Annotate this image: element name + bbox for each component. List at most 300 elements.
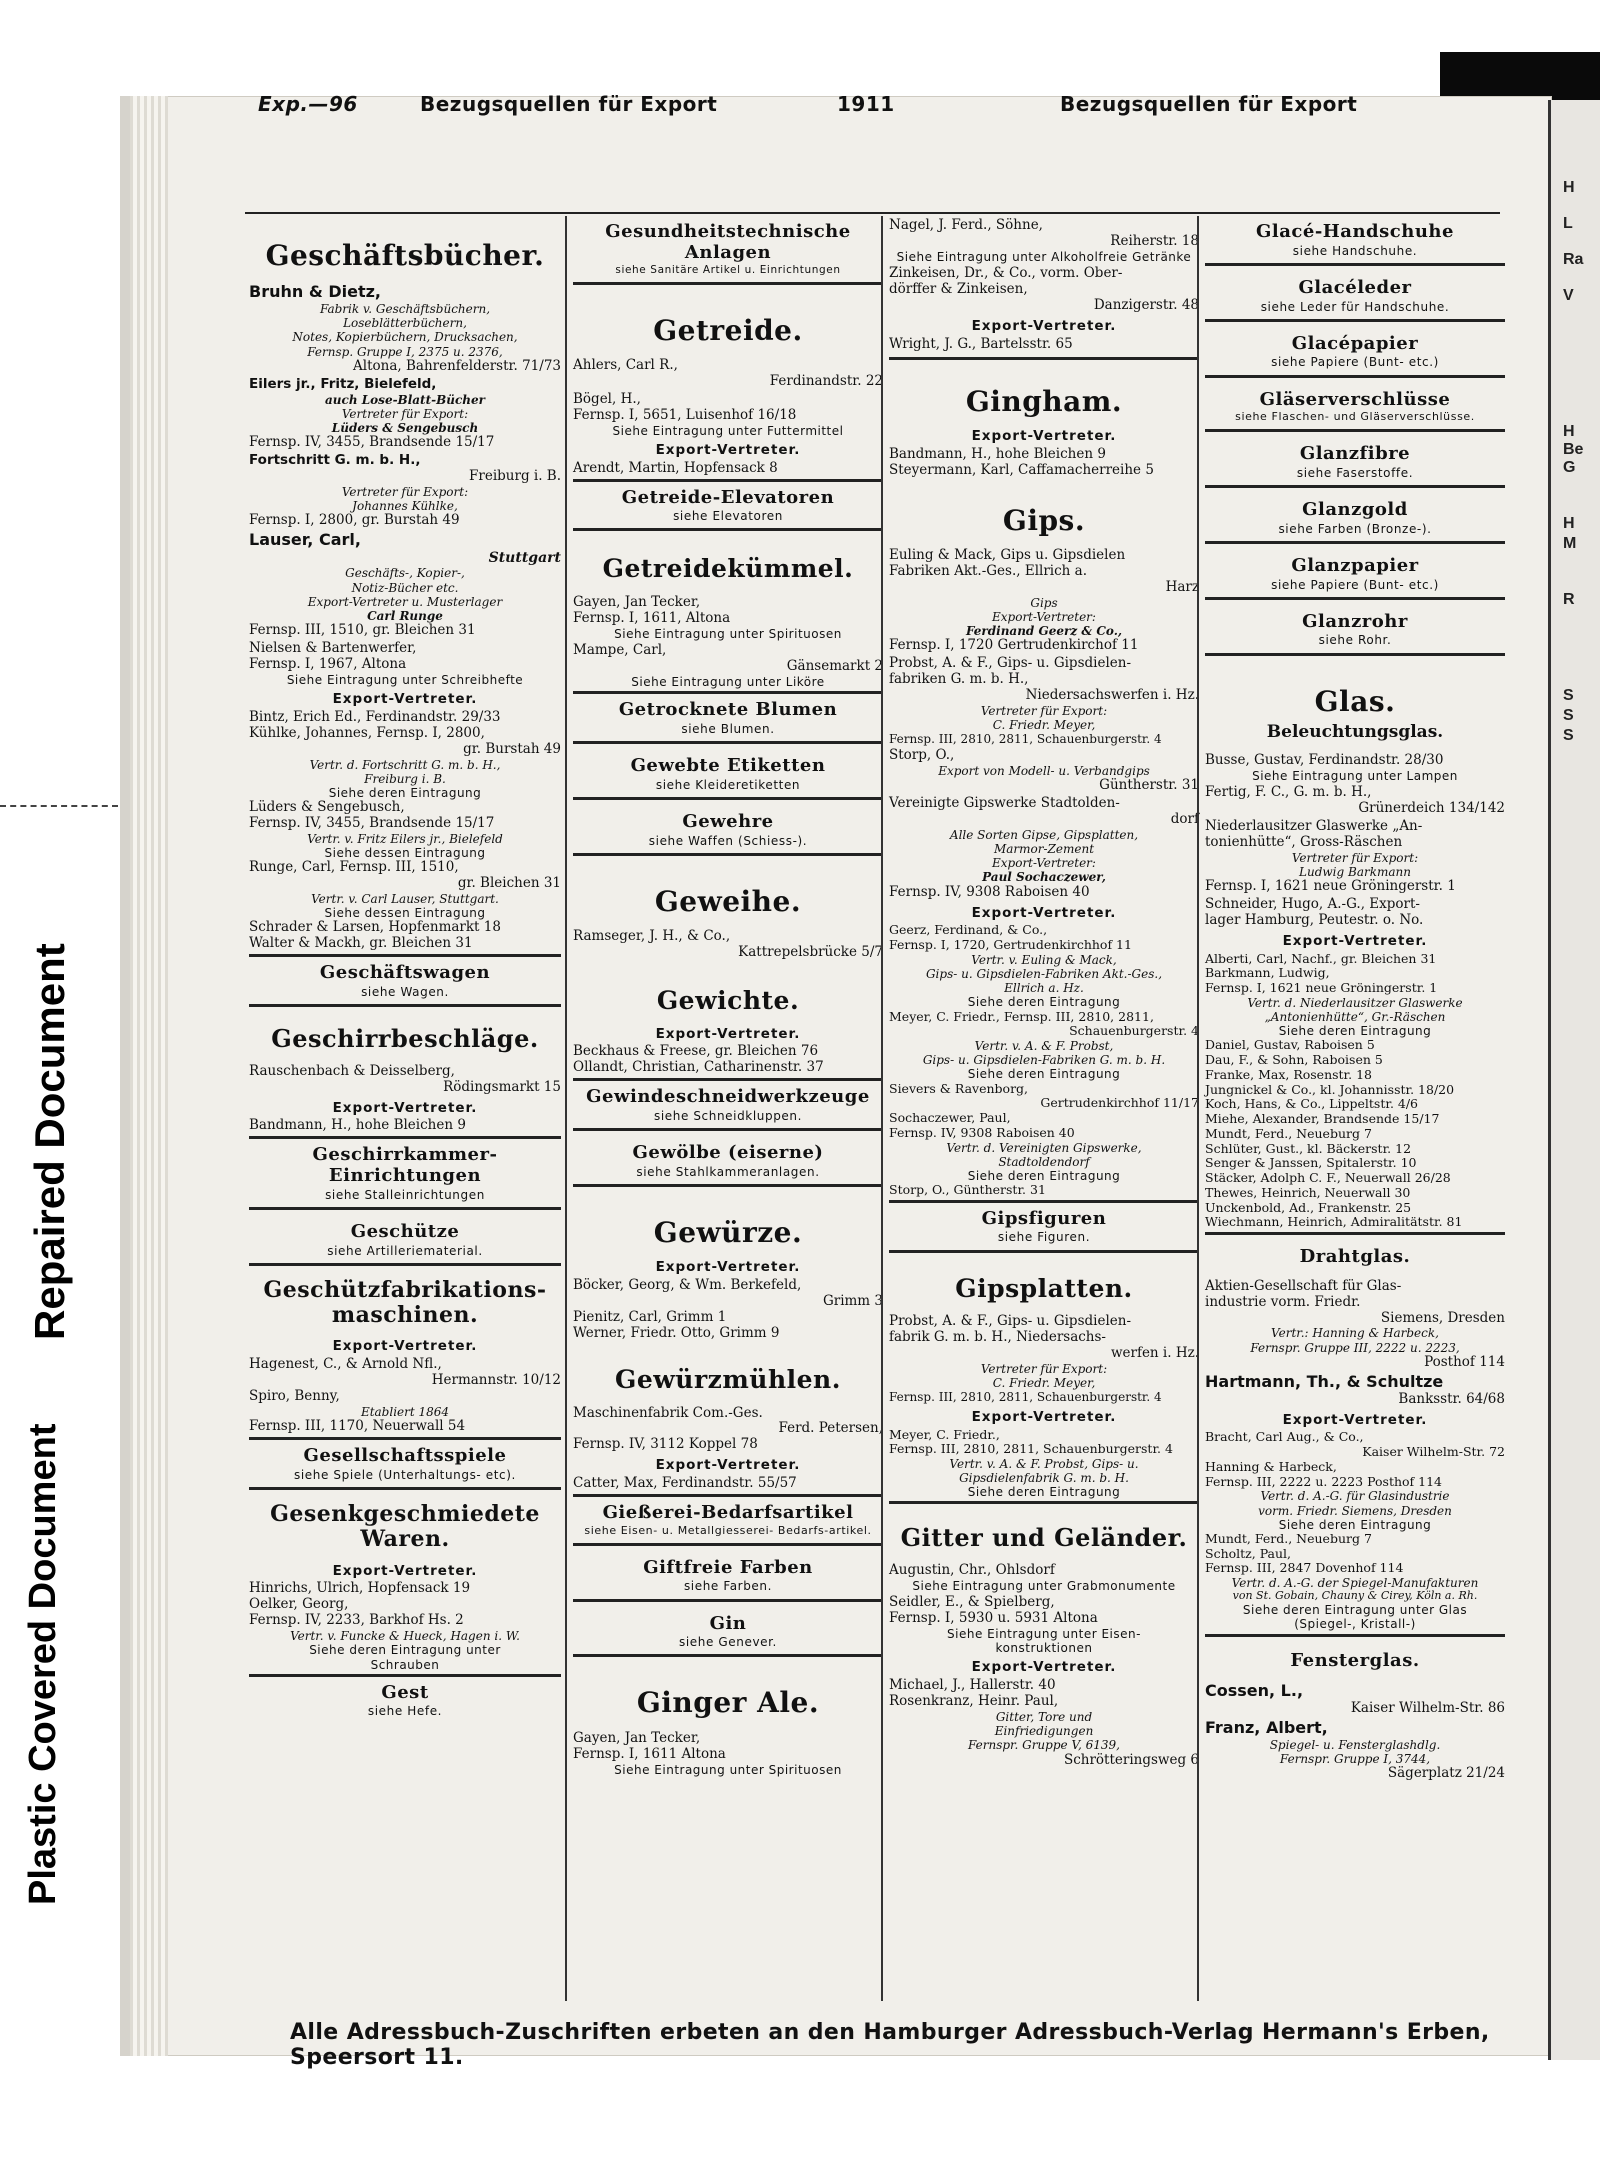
entry-address: Rödingsmarkt 15 — [443, 1078, 561, 1095]
section-title: Gesundheitstechnische Anlagen — [605, 221, 851, 263]
section-see: siehe Stahlkammeranlagen. — [636, 1164, 820, 1179]
list-item: Fernspr. Gruppe V, 6139, — [967, 1738, 1120, 1753]
list-item: Sochaczewer, Paul, — [889, 1110, 1011, 1126]
entry-maschinenfabrik — [573, 1406, 883, 1454]
list-item: Siehe deren Eintragung unter Glas — [1242, 1603, 1468, 1618]
entry-line: Geschäfts-, Kopier-, — [345, 566, 465, 581]
section-title: Ginger Ale. — [636, 1686, 820, 1720]
list-item: Vertr. d. A.-G. für Glasindustrie — [1260, 1489, 1450, 1504]
section-glanzfibre — [1205, 438, 1505, 488]
entry-line: Fabriken Akt.-Ges., Ellrich a. — [889, 562, 1087, 579]
entry-note: Siehe Eintragung unter Spirituosen — [614, 1762, 842, 1777]
section-see: siehe Leder für Handschuhe. — [1260, 299, 1450, 314]
entry-address: Posthof 114 — [1424, 1353, 1505, 1370]
section-title: Geschützfabrikations-maschinen. — [263, 1276, 547, 1329]
entry-line: industrie vorm. Friedr. — [1205, 1293, 1361, 1310]
section-title: Gingham. — [965, 384, 1123, 418]
list-item: Fernsp. IV, 2233, Barkhof Hs. 2 — [249, 1612, 464, 1629]
section-geweihe — [573, 862, 883, 923]
export-vertreter-list — [249, 1581, 561, 1671]
entry-schneider — [1205, 897, 1505, 929]
list-item: Scholtz, Paul, — [1205, 1545, 1292, 1561]
export-vertreter-list — [889, 1428, 1199, 1500]
export-vertreter-heading: Export-Vertreter. — [971, 427, 1117, 444]
section-title: Gesenkgeschmiedete Waren. — [270, 1500, 540, 1553]
entry-address: Kattrepelsbrücke 5/7 — [738, 943, 883, 960]
entry-storp — [889, 748, 1199, 794]
section-title: Gewebte Etiketten — [630, 755, 826, 777]
adjacent-letter: H — [1563, 515, 1575, 532]
list-item: Schrauben — [370, 1657, 440, 1672]
section-title: Glanzgold — [1302, 499, 1408, 521]
list-item: Vertr. v. Carl Lauser, Stuttgart. — [311, 892, 499, 907]
section-title: Gläserverschlüsse — [1259, 388, 1451, 410]
entry-gayen — [573, 595, 883, 641]
section-glanzgold — [1205, 494, 1505, 544]
export-vertreter-heading: Export-Vertreter. — [332, 690, 478, 707]
entry-nagel — [889, 218, 1199, 264]
section-title: Gesellschaftsspiele — [303, 1445, 507, 1467]
running-header — [130, 92, 1540, 126]
adjacent-letter: H — [1563, 179, 1575, 196]
list-item: Hanning & Harbeck, — [1205, 1458, 1337, 1474]
entry-probst-2 — [889, 1314, 1199, 1404]
section-see: siehe Schneidkluppen. — [653, 1108, 803, 1123]
list-item: Vertr. v. Fritz Eilers jr., Bielefeld — [307, 831, 503, 846]
list-item: Böcker, Georg, & Wm. Berkefeld, — [573, 1277, 802, 1294]
entry-address: Gänsemarkt 2 — [786, 658, 883, 675]
section-gesenkgeschmiedete — [249, 1496, 561, 1558]
entry-line: Freiburg i. B. — [469, 467, 561, 484]
entry-line: C. Friedr. Meyer, — [992, 1376, 1096, 1391]
entry-aktien-gesellschaft — [1205, 1279, 1505, 1371]
export-vertreter-heading: Export-Vertreter. — [332, 1338, 478, 1355]
entry-line: Fernsp. I, 1611 Altona — [573, 1745, 726, 1762]
entry-name: Mampe, Carl, — [573, 642, 667, 659]
entry-address: Grünerdeich 134/142 — [1358, 799, 1505, 816]
export-vertreter-list — [249, 710, 561, 952]
entry-address: Fernsp. I, 1621 neue Gröningerstr. 1 — [1205, 877, 1456, 894]
list-item: Meyer, C. Friedr., — [889, 1426, 1000, 1442]
entry-name: Maschinenfabrik Com.-Ges. — [573, 1404, 763, 1421]
list-item: Vertr. d. Vereinigten Gipswerke, — [946, 1140, 1142, 1155]
section-title: Glanzfibre — [1299, 443, 1411, 465]
section-title: Gewichte. — [656, 985, 800, 1015]
list-item: Sievers & Ravenborg, — [889, 1080, 1029, 1096]
entry-address: Danzigerstr. 48 — [1093, 296, 1199, 313]
header-title-left: Bezugsquellen für Export — [420, 92, 718, 116]
entry-note: konstruktionen — [995, 1641, 1093, 1656]
entry-line: Loseblätterbüchern, — [343, 316, 467, 331]
list-item: Michael, J., Hallerstr. 40 — [889, 1677, 1056, 1694]
export-vertreter-list — [573, 461, 883, 477]
entry-name: Aktien-Gesellschaft für Glas- — [1205, 1277, 1402, 1294]
section-gin — [573, 1608, 883, 1658]
list-item: Siehe deren Eintragung — [967, 1067, 1121, 1082]
section-gewebte-etiketten — [573, 750, 883, 800]
section-fensterglas — [1205, 1634, 1505, 1677]
entry-name: Nagel, J. Ferd., Söhne, — [889, 217, 1043, 233]
section-see: siehe Kleideretiketten — [655, 777, 801, 792]
entry-line: Fernspr. Gruppe III, 2222 u. 2223, — [1250, 1340, 1460, 1355]
export-vertreter-heading: Export-Vertreter. — [655, 1457, 801, 1474]
entry-address: Banksstr. 64/68 — [1398, 1390, 1505, 1407]
section-geschaeftswagen — [249, 954, 561, 1007]
entry-address: Güntherstr. 31 — [1099, 777, 1199, 794]
entry-line: Vertreter für Export: — [1291, 850, 1419, 865]
section-title: Getreide-Elevatoren — [621, 486, 835, 508]
export-vertreter-heading: Export-Vertreter. — [332, 1562, 478, 1579]
entry-note: Siehe Eintragung unter Eisen- — [947, 1627, 1141, 1641]
list-item: gr. Bleichen 31 — [457, 875, 561, 892]
repaired-document-label: Repaired Document — [26, 943, 73, 1340]
entry-zinkeisen — [889, 266, 1199, 314]
section-title: Gipsfiguren — [981, 1207, 1107, 1229]
list-item: Lüders & Sengebusch, — [249, 799, 405, 816]
list-item: Gitter, Tore und — [995, 1710, 1093, 1725]
section-title: Gießerei-Bedarfsartikel — [602, 1502, 854, 1524]
page-footer: Alle Adressbuch-Zuschriften erbeten an den Hamburger Adressbuch-Verlag Hermann's Erben, Speersort 11. — [290, 2020, 1490, 2070]
section-see: siehe Elevatoren — [673, 509, 783, 524]
section-see: siehe Waffen (Schiess-). — [648, 833, 808, 848]
list-item: Schrötteringsweg 6 — [1063, 1751, 1199, 1768]
section-title: Geschirrkammer-Einrichtungen — [312, 1144, 498, 1187]
list-item: vorm. Friedr. Siemens, Dresden — [1258, 1503, 1452, 1518]
list-item: Vertr. d. A.-G. der Spiegel-Manufakturen — [1231, 1576, 1479, 1591]
section-see: siehe Sanitäre Artikel u. Einrichtungen — [615, 264, 841, 277]
section-gewehre — [573, 806, 883, 856]
list-item: Fernsp. I, 1621 neue Gröningerstr. 1 — [1205, 980, 1438, 996]
section-glace-handschuhe — [1205, 216, 1505, 266]
list-item: Ollandt, Christian, Catharinenstr. 37 — [573, 1059, 824, 1076]
entry-name: Euling & Mack, Gips u. Gipsdielen — [889, 546, 1126, 563]
section-gesellschaftsspiele — [249, 1437, 561, 1490]
entry-line: fabrik G. m. b. H., Niedersachs- — [889, 1329, 1106, 1346]
section-title: Glas. — [1314, 684, 1396, 718]
adjacent-letter: H — [1563, 423, 1575, 440]
list-item: Siehe deren Eintragung — [967, 1485, 1121, 1500]
section-gingham — [889, 362, 1199, 423]
list-item: Kaiser Wilhelm-Str. 72 — [1362, 1444, 1505, 1460]
section-title: Gewindeschneidwerkzeuge — [586, 1086, 870, 1108]
list-item: Schrader & Larsen, Hopfenmarkt 18 — [249, 919, 501, 936]
section-title: Glacé-Handschuhe — [1256, 221, 1454, 242]
entry-line: fabriken G. m. b. H., — [889, 670, 1029, 687]
entry-line: Export-Vertreter u. Musterlager — [307, 594, 503, 609]
entry-probst — [889, 656, 1199, 746]
section-title: Gin — [709, 1612, 747, 1634]
list-item: Hinrichs, Ulrich, Hopfensack 19 — [249, 1580, 471, 1597]
entry-address: Fernsp. IV, 3455, Brandsende 15/17 — [249, 434, 495, 450]
section-giesserei — [573, 1494, 883, 1546]
entry-name: Hartmann, Th., & Schultze — [1205, 1371, 1444, 1391]
list-item: Fernsp. III, 1170, Neuerwall 54 — [249, 1418, 466, 1435]
entry-name: Ahlers, Carl R., — [573, 356, 678, 373]
section-see: siehe Artilleriematerial. — [327, 1243, 483, 1258]
section-geschuetze — [249, 1216, 561, 1266]
section-see: siehe Blumen. — [681, 721, 775, 736]
section-geschuetzfabrikation — [249, 1272, 561, 1334]
list-item: Siehe deren Eintragung — [328, 785, 482, 800]
dashed-cut-mark — [0, 805, 118, 807]
list-item: Storp, O., Güntherstr. 31 — [889, 1182, 1046, 1198]
section-gesundheitstechnische — [573, 216, 883, 285]
entry-fortschritt — [249, 453, 561, 529]
export-vertreter-list — [249, 1118, 561, 1134]
section-see: siehe Hefe. — [367, 1704, 443, 1719]
list-item: Arendt, Martin, Hopfensack 8 — [573, 459, 778, 476]
section-see: siehe Farben. — [683, 1579, 773, 1594]
list-item: Fernsp. IV, 9308 Raboisen 40 — [889, 1124, 1075, 1140]
list-item: Bandmann, H., hohe Bleichen 9 — [889, 445, 1106, 462]
list-item: Senger & Janssen, Spitalerstr. 10 — [1205, 1155, 1417, 1171]
entry-name: Fertig, F. C., G. m. b. H., — [1205, 783, 1372, 800]
section-title: Gest — [381, 1681, 429, 1703]
section-title: Gewehre — [682, 810, 774, 832]
entry-note: Siehe Eintragung unter Futtermittel — [612, 423, 844, 438]
list-item: Koch, Hans, & Co., Lippeltstr. 4/6 — [1205, 1096, 1419, 1112]
entry-address: Kaiser Wilhelm-Str. 86 — [1350, 1700, 1505, 1717]
entry-name: Franz, Albert, — [1205, 1718, 1328, 1738]
entry-name: Lauser, Carl, — [249, 530, 361, 549]
entry-name: Gayen, Jan Tecker, — [573, 594, 701, 611]
section-glacepapier — [1205, 328, 1505, 378]
side-label-strip — [0, 0, 78, 2177]
entry-boegel — [573, 392, 883, 438]
entry-line: Harz — [1165, 578, 1199, 595]
section-gips — [889, 481, 1199, 542]
entry-address: Fernsp. III, 2810, 2811, Schauenburgerstr. 4 — [889, 731, 1162, 746]
section-getreide-elevatoren — [573, 479, 883, 532]
entry-name: Zinkeisen, Dr., & Co., vorm. Ober- — [889, 265, 1123, 281]
entry-line: Notiz-Bücher etc. — [351, 580, 459, 595]
list-item: Hagenest, C., & Arnold Nfl., — [249, 1356, 442, 1373]
adjacent-page-edge — [1548, 100, 1600, 2060]
section-title: Giftfreie Farben — [643, 1556, 813, 1578]
list-item: Bintz, Erich Ed., Ferdinandstr. 29/33 — [249, 708, 501, 725]
list-item: Geerz, Ferdinand, & Co., — [889, 922, 1048, 938]
entry-address: Fernsp. III, 2810, 2811, Schauenburgerstr. 4 — [889, 1390, 1162, 1405]
column-2 — [565, 216, 889, 2001]
list-item: Fernsp. III, 2222 u. 2223 Posthof 114 — [1205, 1473, 1443, 1489]
list-item: Ellrich a. Hz. — [1004, 981, 1084, 996]
list-item: Bandmann, H., hohe Bleichen 9 — [249, 1117, 466, 1134]
list-item: von St. Gobain, Chauny & Cirey, Köln a. Rh. — [1232, 1589, 1478, 1603]
export-vertreter-list — [889, 1678, 1199, 1768]
section-see: siehe Farben (Bronze-). — [1278, 521, 1432, 536]
entry-address: Sägerplatz 21/24 — [1387, 1765, 1505, 1782]
list-item: Vertr. v. Euling & Mack, — [971, 952, 1117, 967]
adjacent-letter: Ra — [1563, 251, 1584, 268]
section-title: Geschäftswagen — [319, 962, 491, 984]
section-title: Glacéleder — [1298, 276, 1412, 298]
entry-rauschenbach — [249, 1064, 561, 1096]
entry-line: Export von Modell- u. Verbandgips — [938, 764, 1150, 779]
adjacent-letter: S — [1563, 727, 1574, 744]
list-item: Vertr. d. Niederlausitzer Glaswerke — [1247, 995, 1463, 1010]
entry-bruhn-dietz — [249, 283, 561, 374]
entry-address: Fernsp. III, 1510, gr. Bleichen 31 — [249, 622, 476, 639]
list-item: Walter & Mackh, gr. Bleichen 31 — [249, 935, 473, 952]
entry-line: Notes, Kopierbüchern, Drucksachen, — [292, 330, 518, 345]
entry-name: Vereinigte Gipswerke Stadtolden- — [889, 795, 1120, 812]
list-item: (Spiegel-, Kristall-) — [1294, 1617, 1416, 1632]
entry-line: Export-Vertreter: — [992, 609, 1096, 624]
list-item: Werner, Friedr. Otto, Grimm 9 — [573, 1324, 780, 1341]
section-gipsplatten — [889, 1259, 1199, 1309]
entry-line: Stuttgart — [488, 549, 561, 566]
adjacent-letter: S — [1563, 707, 1574, 724]
section-glanzpapier — [1205, 550, 1505, 600]
entry-line: Spiegel- u. Fensterglashdlg. — [1269, 1737, 1441, 1752]
entry-note: Siehe Eintragung unter Spirituosen — [614, 627, 842, 642]
section-gitter — [889, 1501, 1199, 1557]
list-item: Siehe deren Eintragung — [967, 995, 1121, 1010]
list-item: Mundt, Ferd., Neueburg 7 — [1205, 1125, 1372, 1141]
entry-address: Ferdinandstr. 22 — [769, 372, 883, 389]
header-year: 1911 — [837, 92, 895, 116]
entry-eilers — [249, 377, 561, 451]
entry-line: Ferd. Petersen, — [778, 1420, 883, 1437]
column-4 — [1197, 216, 1511, 2001]
list-item: Siehe dessen Eintragung — [324, 906, 486, 921]
list-item: Vertr. v. Funcke & Hueck, Hagen i. W. — [290, 1629, 520, 1644]
entry-address: Altona, Bahrenfelderstr. 71/73 — [353, 357, 561, 374]
list-item: Hermannstr. 10/12 — [431, 1372, 561, 1389]
list-item: Fernsp. III, 2810, 2811, Schauenburgerstr. 4 — [889, 1441, 1173, 1457]
adjacent-letter: L — [1563, 215, 1573, 232]
section-gewuerzmuehlen — [573, 1344, 883, 1400]
entry-name: Probst, A. & F., Gips- u. Gipsdielen- — [889, 654, 1132, 671]
export-vertreter-heading: Export-Vertreter. — [971, 317, 1117, 334]
list-item: Siehe dessen Eintragung — [324, 846, 486, 861]
section-see: siehe Eisen- u. Metallgiesserei- Bedarfs-artikel. — [584, 1523, 872, 1537]
list-item: Beckhaus & Freese, gr. Bleichen 76 — [573, 1043, 819, 1060]
list-item: Wright, J. G., Bartelsstr. 65 — [889, 335, 1073, 352]
export-vertreter-list — [573, 1476, 883, 1492]
list-item: Stäcker, Adolph C. F., Neuerwall 26/28 — [1205, 1170, 1451, 1186]
list-item: Gipsdielenfabrik G. m. b. H. — [959, 1471, 1129, 1486]
section-giftfreie-farben — [573, 1552, 883, 1602]
entry-line: dorf — [1170, 811, 1199, 828]
entry-line: Lüders & Sengebusch — [331, 420, 479, 435]
entry-gayen-2 — [573, 1731, 883, 1777]
list-item: Schauenburgerstr. 4 — [1069, 1023, 1199, 1039]
section-title: Getreidekümmel. — [602, 554, 854, 584]
column-1 — [245, 216, 565, 2001]
entry-line: Siemens, Dresden — [1380, 1309, 1505, 1326]
entry-line: Gips — [1030, 595, 1058, 610]
section-title: Getreide. — [653, 313, 803, 347]
entry-line: Fernsp. I, 1967, Altona — [249, 655, 407, 672]
entry-name: Probst, A. & F., Gips- u. Gipsdielen- — [889, 1313, 1132, 1330]
section-title: Gewürzmühlen. — [615, 1364, 841, 1394]
section-ginger-ale — [573, 1663, 883, 1724]
page-number: Exp.—96 — [258, 92, 358, 116]
entry-mampe — [573, 643, 883, 689]
section-geschaeftsbuecher — [249, 216, 561, 277]
entry-ramseger — [573, 929, 883, 961]
section-gest — [249, 1674, 561, 1724]
export-vertreter-heading: Export-Vertreter. — [332, 1099, 478, 1116]
subsection-title: Beleuchtungsglas. — [1266, 721, 1444, 742]
entry-line: Fernsp. I, 1611, Altona — [573, 610, 731, 627]
section-geschirrbeschlaege — [249, 1013, 561, 1058]
entry-augustin — [889, 1563, 1199, 1593]
export-vertreter-list — [1205, 952, 1505, 1230]
entry-address: Fernsp. IV, 9308 Raboisen 40 — [889, 883, 1090, 900]
entry-line: auch Lose-Blatt-Bücher — [325, 392, 485, 407]
entry-line: Fabrik v. Geschäftsbüchern, — [319, 302, 491, 317]
entry-line: lager Hamburg, Peutestr. o. No. — [1205, 911, 1424, 928]
list-item: gr. Burstah 49 — [463, 740, 561, 757]
list-item: Kühlke, Johannes, Fernsp. I, 2800, — [249, 724, 485, 741]
entry-cossen — [1205, 1682, 1505, 1717]
section-title: Geschirrbeschläge. — [271, 1024, 539, 1054]
entry-line: tonienhütte“, Gross-Räschen — [1205, 833, 1403, 850]
list-item: Einfriedigungen — [994, 1724, 1094, 1739]
section-title: Gips. — [1002, 503, 1086, 537]
entry-name: Busse, Gustav, Ferdinandstr. 28/30 — [1205, 751, 1444, 768]
list-item: Grimm 3 — [822, 1293, 883, 1310]
entry-line: werfen i. Hz. — [1110, 1345, 1199, 1362]
list-item: Gips- u. Gipsdielen-Fabriken G. m. b. H. — [922, 1053, 1166, 1068]
page-edge-stack — [130, 96, 168, 2056]
entry-fertig — [1205, 785, 1505, 817]
entry-line: Ferdinand Geerz & Co., — [965, 623, 1123, 638]
section-gipsfiguren — [889, 1200, 1199, 1253]
entry-name: Seidler, E., & Spielberg, — [889, 1594, 1055, 1611]
export-vertreter-heading: Export-Vertreter. — [655, 1259, 801, 1276]
section-title: Gewürze. — [653, 1215, 803, 1249]
list-item: Stadtoldendorf — [998, 1154, 1090, 1169]
entry-line: Alle Sorten Gipse, Gipsplatten, — [949, 827, 1139, 842]
section-gewoelbe — [573, 1137, 883, 1187]
section-see: siehe Spiele (Unterhaltungs- etc). — [294, 1467, 516, 1482]
section-title: Drahtglas. — [1299, 1246, 1411, 1268]
section-glas — [1205, 662, 1505, 747]
export-vertreter-heading: Export-Vertreter. — [655, 1025, 801, 1042]
entry-name: Cossen, L., — [1205, 1681, 1304, 1701]
export-vertreter-heading: Export-Vertreter. — [655, 441, 801, 458]
entry-line: dörffer & Zinkeisen, — [889, 280, 1028, 297]
entry-address: Fernsp. IV, 3112 Koppel 78 — [573, 1436, 758, 1453]
section-title: Gipsplatten. — [955, 1273, 1133, 1303]
entry-lauser — [249, 531, 561, 639]
plastic-covered-document-label: Plastic Covered Document — [22, 1423, 64, 1905]
adjacent-letter: G — [1563, 459, 1576, 476]
export-vertreter-heading: Export-Vertreter. — [1282, 932, 1428, 949]
section-title: Glanzpapier — [1291, 554, 1419, 576]
list-item: Schlüter, Gust., kl. Bäckerstr. 12 — [1205, 1140, 1412, 1156]
entry-name: Eilers jr., Fritz, Bielefeld, — [249, 375, 437, 392]
column-3 — [881, 216, 1205, 2001]
list-item: Barkmann, Ludwig, — [1205, 965, 1330, 981]
export-vertreter-heading: Export-Vertreter. — [1282, 1411, 1428, 1428]
entry-name: Schneider, Hugo, A.-G., Export- — [1205, 895, 1420, 912]
section-gewindeschneidwerkzeuge — [573, 1078, 883, 1131]
section-title: Gitter und Geländer. — [900, 1523, 1188, 1553]
export-vertreter-list — [249, 1357, 561, 1435]
list-item: Vertr. v. A. & F. Probst, Gips- u. — [949, 1457, 1139, 1472]
list-item: Daniel, Gustav, Raboisen 5 — [1205, 1037, 1375, 1053]
entry-name: Fortschritt G. m. b. H., — [249, 451, 421, 468]
section-getreidekuemmel — [573, 537, 883, 589]
section-gewuerze — [573, 1193, 883, 1254]
entry-line: Vertr.: Hanning & Harbeck, — [1271, 1326, 1439, 1341]
list-item: „Antonienhütte“, Gr.-Räschen — [1264, 1009, 1446, 1024]
list-item: Alberti, Carl, Nachf., gr. Bleichen 31 — [1205, 950, 1437, 966]
